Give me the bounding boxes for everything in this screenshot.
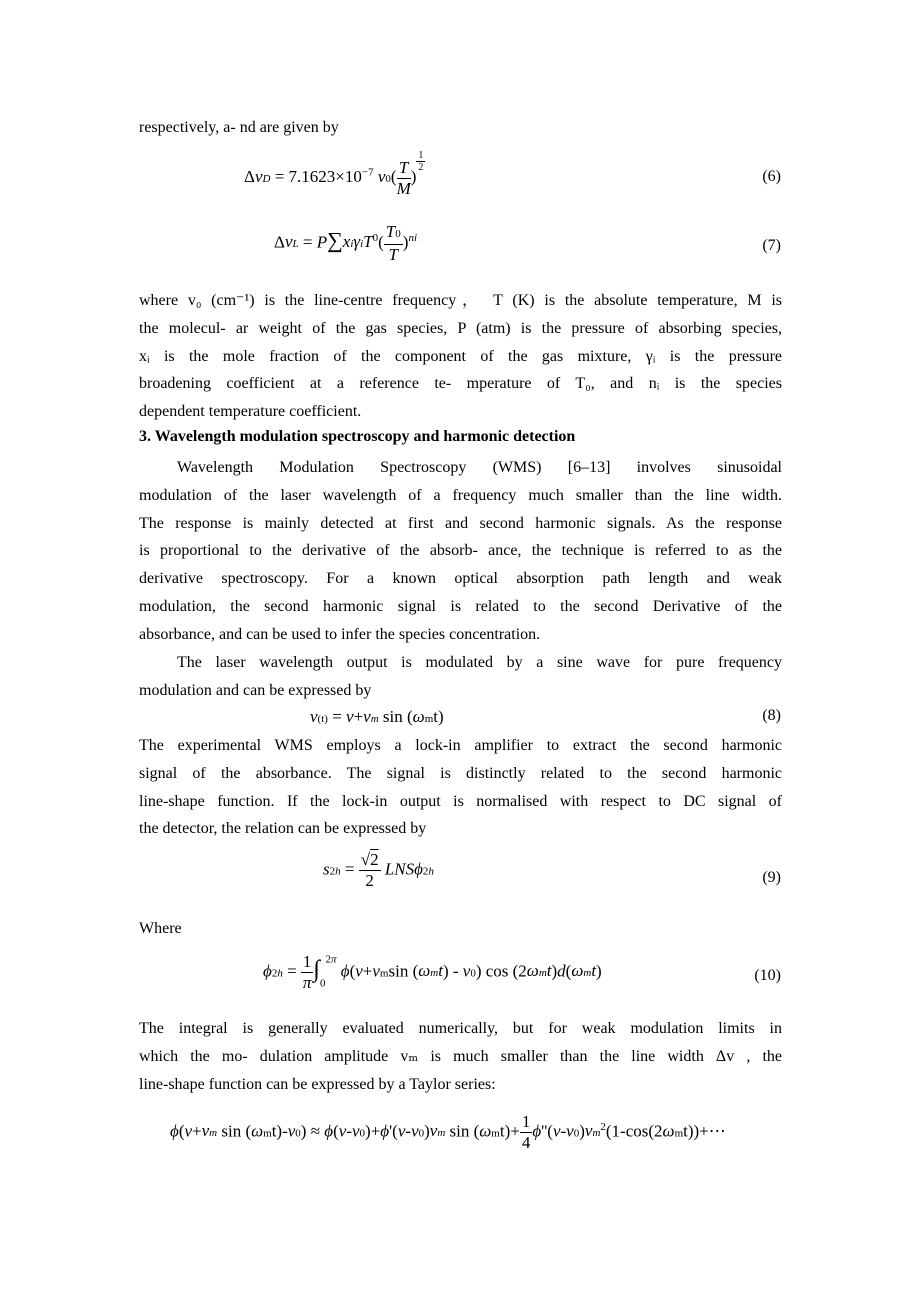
equation-10-number: (10) xyxy=(754,967,781,984)
equation-9-number: (9) xyxy=(762,869,781,886)
equation-8: v(t) = v+vm sin (ωmt) xyxy=(310,707,444,726)
paragraph-wms: Wavelength Modulation Spectroscopy (WMS) [6–13] involves sinusoidal modulation of the laser wavelength of a frequency much smaller than the line width. The response is mainly detected at first and second harmonic signals. As the response is proportional to the derivative of the absorb- ance, the technique is referred to as the derivative spectroscopy. For a known optical absorption path length and weak modulation, the second harmonic signal is related to the second Derivative of the absorbance, and can be used to infer the species concentration. xyxy=(139,459,782,643)
paragraph-where: Where xyxy=(139,920,182,937)
equation-8-number: (8) xyxy=(762,707,781,724)
section-heading-3: 3. Wavelength modulation spectroscopy and harmonic detection xyxy=(139,428,576,445)
paragraph-intro: respectively, a- nd are given by xyxy=(139,119,339,136)
equation-7-number: (7) xyxy=(762,237,781,254)
paragraph-lockin: The experimental WMS employs a lock-in amplifier to extract the second harmonic signal of the absorbance. The signal is distinctly related to the second harmonic line-shape function. If the lock-in output is normalised with respect to DC signal of the detector, the relation can be expressed by xyxy=(139,737,782,838)
equation-6: $\Delta vD = 7.1623\times 10^{-7}$ v0( $\frac{T}{M}$ ) $^{\frac{1}{2}}$ xyxy=(244,150,424,198)
equation-7: ΔvL = P∑xiγiT$^0$( $\frac{T0}{T}$ )$^{ni}$ xyxy=(274,222,417,264)
paragraph-definitions: where v₀ (cm⁻¹) is the line-centre frequency， T (K) is the absolute temperature, M is the molecul- ar weight of the gas species, P (atm) is the pressure of absorbing species, xᵢ is the mole fraction of the component of the gas mixture, γᵢ is the pressure broadening coefficient at a reference te- mperature of T₀, and nᵢ is the species dependent temperature coefficient. xyxy=(139,292,782,421)
paragraph-taylor: The integral is generally evaluated numerically, but for weak modulation limits in which the mo- dulation amplitude vₘ is much smaller than the line width Δv , the line-shape function can be expressed by a Taylor series: xyxy=(139,1020,782,1093)
equation-6-number: (6) xyxy=(762,168,781,185)
equation-taylor-series: ϕ(v+vm sin (ωmt)-v0) ≈ ϕ(v-v0)+ϕ'(v-v0)vm sin (ωmt)+ $\frac{1}{4}$ $\phi''(v-v0)vm^2(1-\cos(2\omega mt))+\cdots$ xyxy=(170,1112,726,1152)
equation-10: ϕ2h = $\frac{1}{\pi}$ $\int_0^{2\pi}$ ϕ(v+vmsin (ωmt) - v0) cos (2ωmt)d(ωmt) xyxy=(263,952,602,992)
equation-9: s2h = $\frac{√2}{2}$ LNSϕ2h xyxy=(323,850,434,890)
paragraph-modulation: The laser wavelength output is modulated by a sine wave for pure frequency modulation and can be expressed by xyxy=(139,654,782,699)
